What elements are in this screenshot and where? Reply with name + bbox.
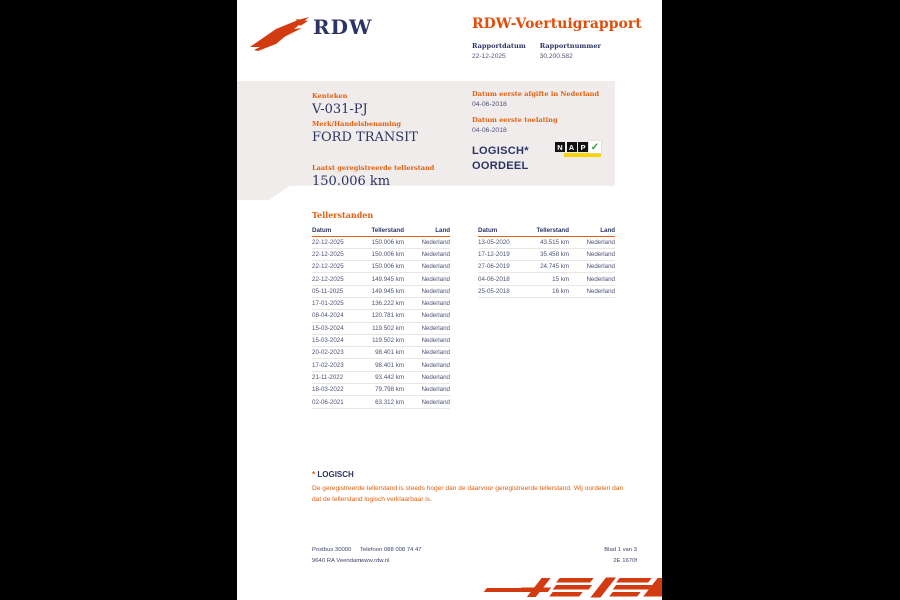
table-cell-teller: 63.312 km [375,398,404,406]
report-title: RDW-Voertuigrapport [472,16,642,32]
report-date-label: Rapportdatum [472,42,526,50]
table-cell-land: Nederland [421,361,450,369]
table-cell-datum: 13-05-2020 [478,238,510,246]
footer-address [312,545,361,566]
footer-website: www.rdw.nl [360,557,390,564]
report-date-value: 22-12-2025 [472,53,506,60]
table-cell-land: Nederland [421,263,450,271]
table-cell-teller: 15 km [552,275,569,283]
table-row [312,261,450,273]
eerste-toelating-value: 04-06-2018 [472,127,507,134]
footnote-line2: dat de tellerstand logisch verklaarbaar is. [312,496,432,503]
table-cell-land: Nederland [586,238,615,246]
speed-stripes-graphic [480,575,662,600]
column-header-tellerstand: Tellerstand [371,227,404,234]
table-cell-teller: 120.781 km [371,312,404,320]
table-cell-datum: 21-11-2022 [312,373,344,381]
table-row [312,384,450,396]
tellerstanden-table-left [312,223,450,409]
table-header-row [478,223,615,237]
table-row [478,249,615,261]
table-cell-teller: 79.798 km [375,386,404,394]
table-cell-teller: 136.222 km [371,300,404,308]
table-cell-land: Nederland [421,324,450,332]
nap-logo [555,142,603,160]
table-cell-datum: 17-02-2023 [312,361,344,369]
table-cell-teller: 149.945 km [371,287,404,295]
footer-phone: Telefoon 088 008 74 47 [360,547,422,553]
table-cell-datum: 17-01-2025 [312,300,344,308]
report-page [237,0,662,600]
nap-letter-n: N [555,142,565,152]
eerste-afgifte-value: 04-06-2018 [472,101,507,108]
table-row [312,359,450,371]
table-cell-datum: 22-12-2025 [312,238,344,246]
nap-letter-a: A [567,142,577,152]
table-cell-teller: 150.006 km [371,263,404,271]
merk-value: FORD TRANSIT [312,130,418,145]
table-row [312,310,450,322]
table-cell-land: Nederland [586,263,615,271]
footer-form-code: 2E 1670f [613,557,637,564]
footer-city: 9640 RA Veendam [312,557,362,564]
tellerstanden-table-right [478,223,615,298]
table-cell-datum: 25-05-2018 [478,287,510,295]
table-cell-land: Nederland [421,238,450,246]
table-row [312,237,450,249]
table-cell-teller: 43.515 km [540,238,569,246]
report-number-label: Rapportnummer [539,42,602,50]
table-row [312,298,450,310]
table-cell-datum: 04-06-2018 [478,275,510,283]
footnote-heading-text: LOGISCH [317,470,354,479]
table-row [478,261,615,273]
table-cell-datum: 15-03-2024 [312,324,344,332]
report-meta [472,42,601,60]
merk-label: Merk/Handelsbenaming [312,120,402,128]
column-header-datum: Datum [478,227,498,234]
table-cell-teller: 149.945 km [371,275,404,283]
table-row [312,372,450,384]
table-cell-datum: 02-06-2021 [312,398,344,406]
nap-yellow-bar [564,153,601,158]
footer-page-indicator: Blad 1 van 3 [604,547,637,553]
eerste-toelating-label: Datum eerste toelating [472,116,558,124]
table-cell-datum: 22-12-2025 [312,250,344,258]
table-cell-land: Nederland [421,287,450,295]
table-row [312,335,450,347]
logisch-footnote [312,470,647,505]
table-row [312,347,450,359]
tellerstanden-section-title: Tellerstanden [312,210,374,220]
table-cell-datum: 22-12-2025 [312,275,344,283]
table-cell-datum: 17-12-2019 [478,250,510,258]
oordeel-line1: LOGISCH* [472,145,529,157]
column-header-datum: Datum [312,227,332,234]
footnote-asterisk: * [312,470,316,479]
report-number-value: 30.200.582 [539,53,573,60]
table-cell-teller: 150.006 km [371,238,404,246]
table-cell-land: Nederland [421,398,450,406]
table-cell-datum: 27-06-2019 [478,263,510,271]
kenteken-value: V-031-PJ [312,102,368,117]
oordeel-text [472,144,529,174]
table-cell-teller: 98.401 km [375,349,404,357]
footnote-heading [312,470,647,479]
table-row [478,237,615,249]
footnote-line1: De geregistreerde tellerstand is steeds hoger dan de daarvoor geregistreerde tellerstand. Wij oordelen dan [312,485,624,492]
table-row [478,273,615,285]
table-cell-teller: 35.458 km [540,250,569,258]
nap-check-icon: ✓ [590,141,600,153]
table-cell-land: Nederland [586,275,615,283]
table-row [312,249,450,261]
table-cell-teller: 16 km [552,287,569,295]
column-header-tellerstand: Tellerstand [536,227,569,234]
tellerstand-value: 150.006 km [312,174,391,189]
table-cell-teller: 119.502 km [372,324,404,332]
table-cell-teller: 24.745 km [540,263,569,271]
oordeel-line2: OORDEEL [472,160,529,172]
footer-page-info [604,545,637,566]
column-header-land: Land [600,227,615,234]
table-cell-teller: 150.006 km [371,250,404,258]
table-cell-datum: 22-12-2025 [312,263,344,271]
table-cell-land: Nederland [421,373,450,381]
table-cell-land: Nederland [421,337,450,345]
table-row [312,273,450,285]
footer-contact [360,545,422,566]
table-cell-land: Nederland [421,349,450,357]
table-cell-land: Nederland [421,312,450,320]
table-row [478,286,615,298]
table-cell-datum: 15-03-2024 [312,337,344,345]
table-cell-land: Nederland [586,250,615,258]
table-cell-datum: 18-03-2022 [312,386,344,394]
table-cell-teller: 119.502 km [372,337,404,345]
footer-postbus: Postbus 30000 [312,547,352,553]
table-cell-land: Nederland [421,275,450,283]
table-cell-teller: 98.401 km [375,361,404,369]
rdw-logo-text: RDW [313,15,373,39]
table-cell-land: Nederland [421,386,450,394]
table-cell-datum: 08-04-2024 [312,312,344,320]
column-header-land: Land [435,227,450,234]
table-cell-datum: 05-11-2025 [312,287,344,295]
table-row [312,286,450,298]
table-cell-land: Nederland [421,250,450,258]
table-cell-land: Nederland [586,287,615,295]
table-row [312,396,450,408]
table-cell-datum: 20-02-2023 [312,349,344,357]
tellerstand-label: Laatst geregistreerde tellerstand [312,164,435,172]
eerste-afgifte-label: Datum eerste afgifte in Nederland [472,90,600,98]
kenteken-label: Kenteken [312,92,348,100]
table-cell-teller: 93.442 km [375,373,404,381]
table-row [312,323,450,335]
footnote-body [312,483,647,505]
nap-letter-p: P [578,142,588,152]
table-cell-land: Nederland [421,300,450,308]
table-header-row [312,223,450,237]
rdw-logo-icon [250,17,310,54]
